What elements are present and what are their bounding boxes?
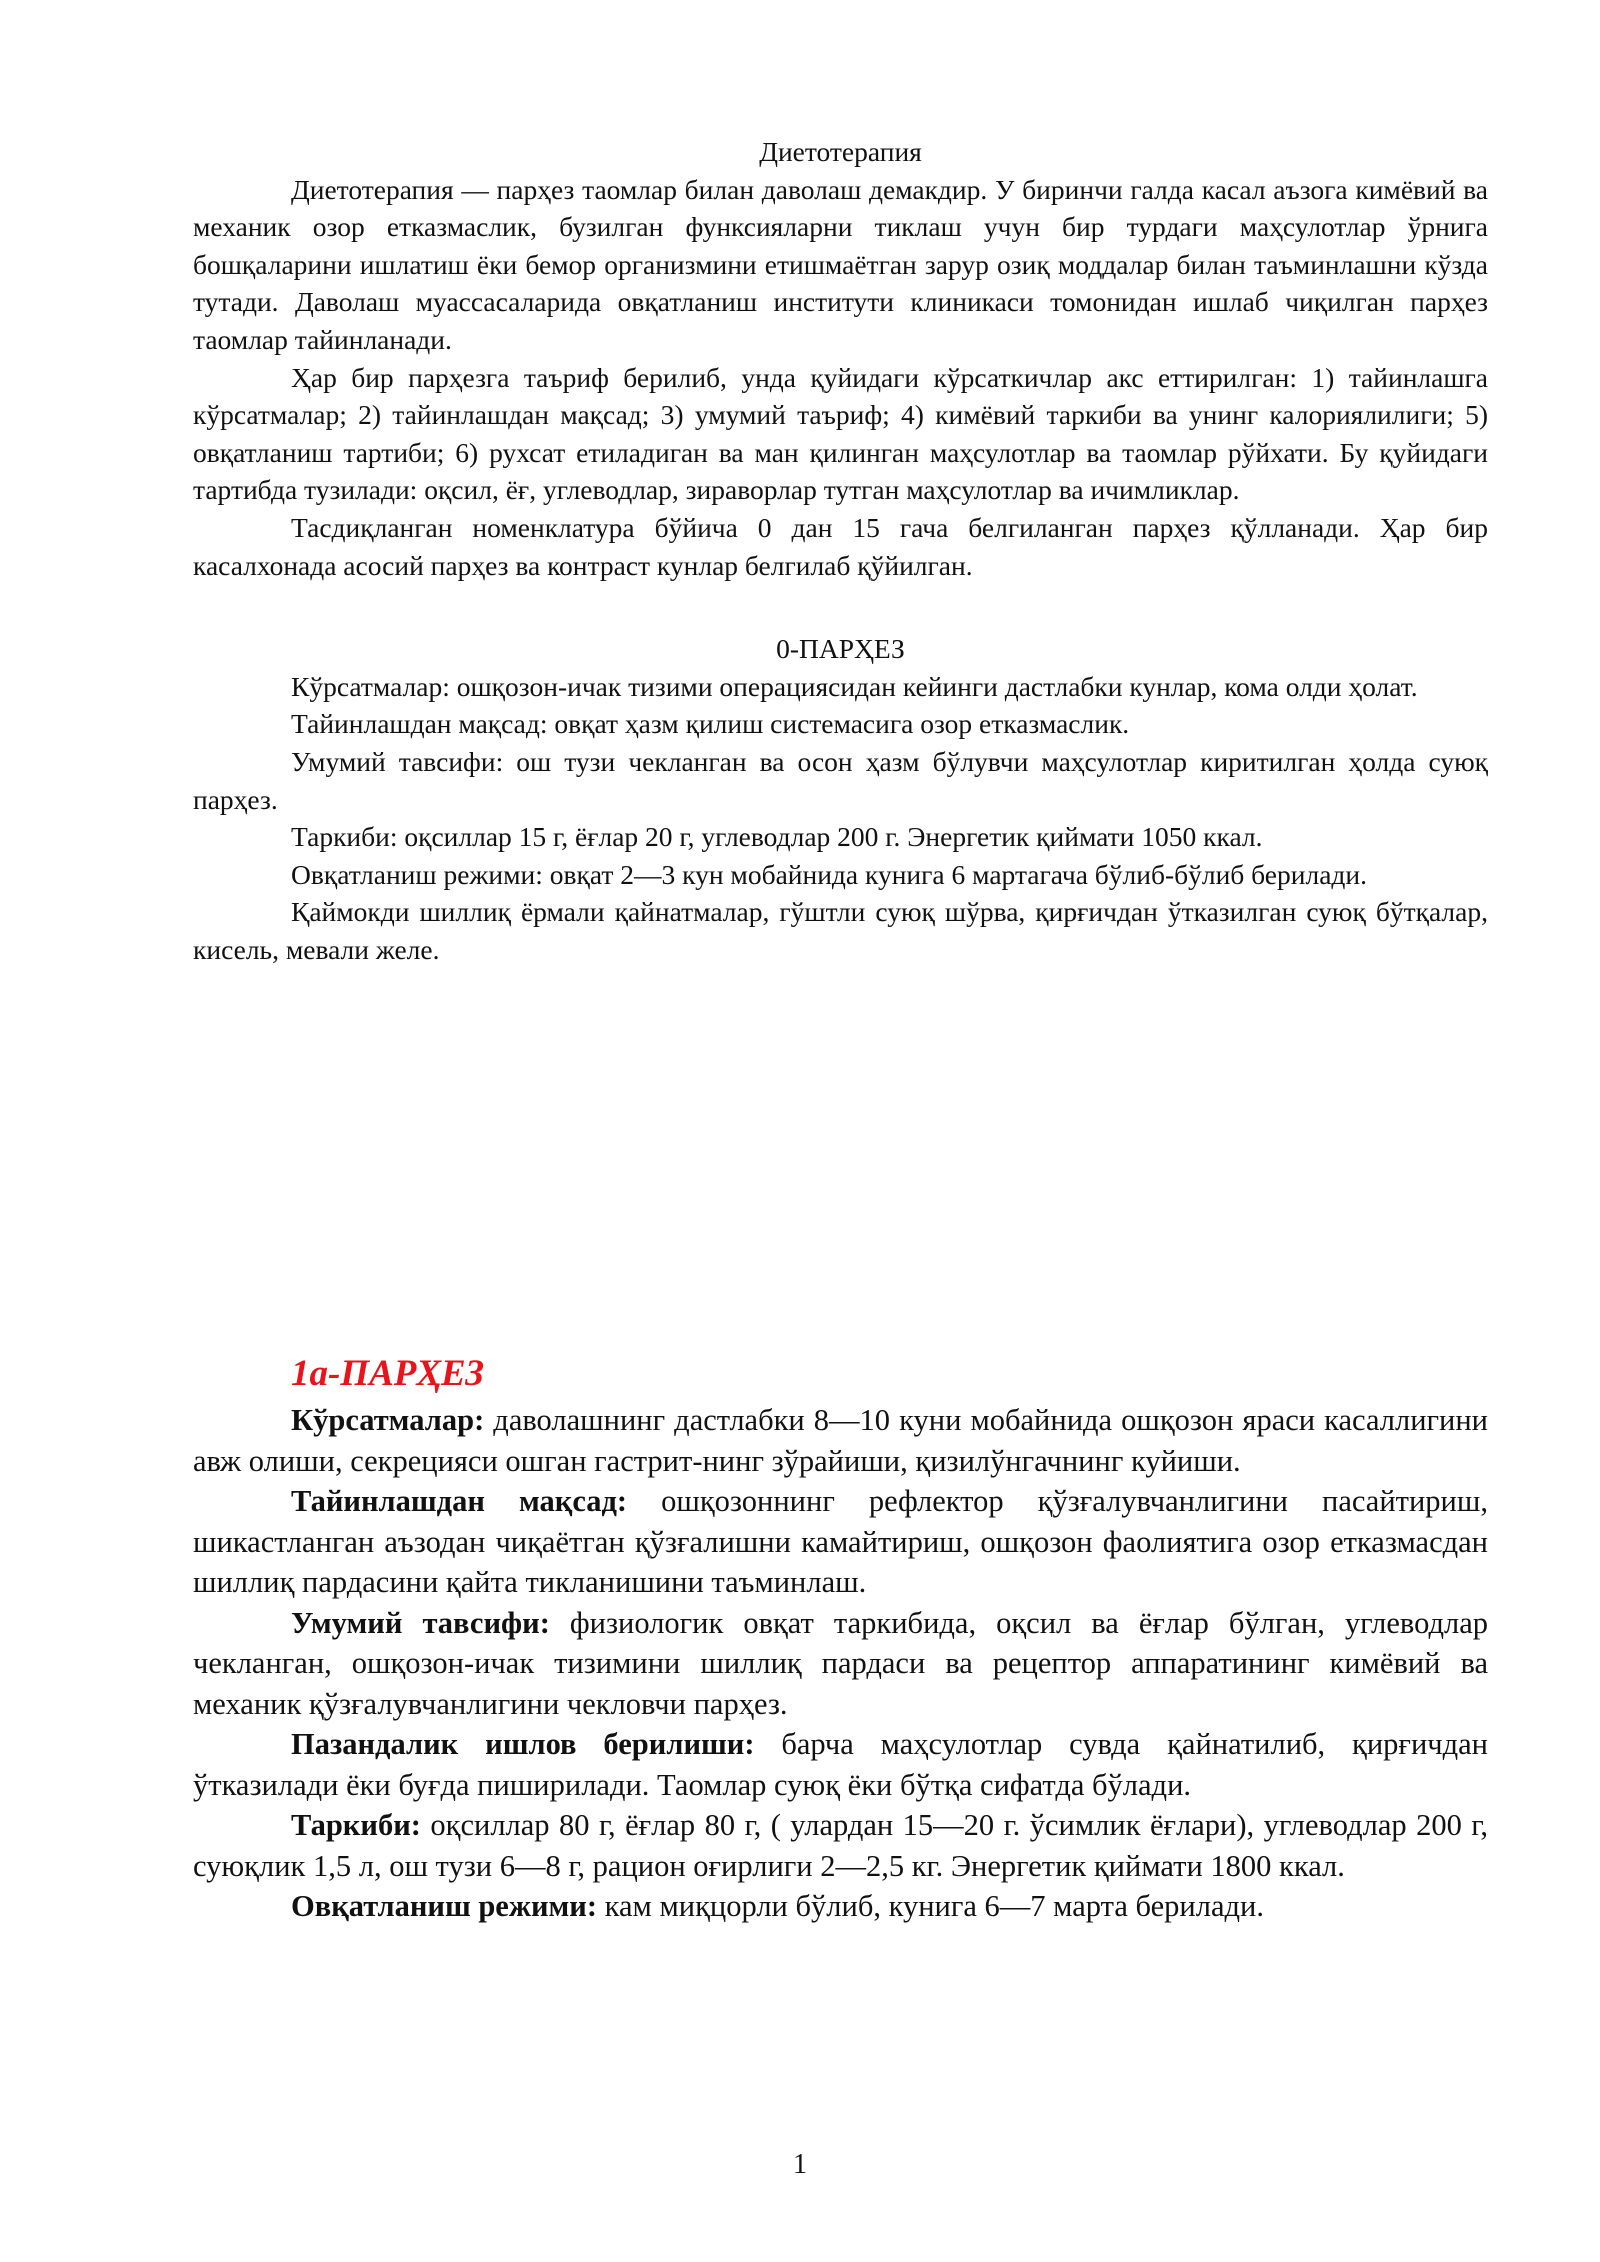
section-title-diet-0: 0-ПАРҲЕЗ (776, 633, 905, 665)
paragraph: Умумий тавсифи: ош тузи чекланган ва осон ҳазм бўлувчи маҳсулотлар киритилган ҳолда суюқ парҳез. (193, 745, 1488, 815)
paragraph: Ҳар бир парҳезга таъриф берилиб, унда қуйидаги кўрсаткичлар акс еттирилган: 1) тайинлашга кўрсатмалар; 2) тайинлашдан мақсад; 3) умумий таъриф; 4) кимёвий таркиби ва унинг калориялилиги; 5) овқатланиш тартиби; 6) рухсат етиладиган ва ман қилинган маҳсулотлар ва таомлар рўйхати. Бу қуйидаги тартибда тузилади: оқсил, ёғ, углеводлар, зираворлар тутган маҳсулотлар ва ичимликлар. (193, 361, 1488, 506)
diet-item (193, 1481, 1488, 1603)
item-label: Таркиби: (291, 1808, 421, 1842)
paragraph: Диетотерапия — парҳез таомлар билан даволаш демакдир. У биринчи галда касал аъзога кимёвий ва механик озор етказмаслик, бузилган функсияларни тиклаш учун бир турдаги маҳсулотлар ўрнига бошқаларини ишлатиш ёки бемор организмини етишмаётган зарур озиқ моддалар билан таъминлашни кўзда тутади. Даволаш муассасаларида овқатланиш институти клиникаси томонидан ишлаб чиқилган парҳез таомлар тайинланади. (193, 173, 1488, 355)
diet-item (193, 1400, 1488, 1481)
intro-section (193, 133, 1488, 968)
section-title-dietotherapy: Диетотерапия (759, 136, 922, 167)
diet-item (193, 1603, 1488, 1725)
item-label: Овқатланиш режими: (291, 1889, 598, 1923)
item-label: Тайинлашдан мақсад: (291, 1484, 628, 1518)
paragraph: Кўрсатмалар: ошқозон-ичак тизими операциясидан кейинги дастлабки кунлар, кома олди ҳолат. (291, 670, 1418, 702)
paragraph: Таркиби: оқсиллар 15 г, ёғлар 20 г, углеводлар 200 г. Энергетик қиймати 1050 ккал. (291, 821, 1263, 853)
diet-item (193, 1805, 1488, 1886)
diet-item (193, 1724, 1488, 1805)
item-text: ошқозоннинг рефлектор қўзғалувчанлигини пасайтириш, шикастланган аъзодан чиқаётган қўзғалишни камайтириш, ошқозон фаолиятига озор етказмасдан шиллиқ пардасини қайта тикланишини таъминлаш. (193, 1484, 1488, 1599)
diet-1a-section (193, 1350, 1488, 1927)
item-label: Умумий тавсифи: (291, 1605, 550, 1640)
paragraph: Қаймокди шиллиқ ёрмали қайнатмалар, гўштли суюқ шўрва, қирғичдан ўтказилган суюқ бўтқалар, кисель, мевали желе. (193, 896, 1488, 965)
diet-item (193, 1886, 1488, 1927)
item-text: барча маҳсулотлар сувда қайнатилиб, қирғичдан ўтказилади ёки буғда пиширилади. Таомлар суюқ ёки бўтқа сифатда бўлади. (193, 1727, 1488, 1802)
paragraph: Тасдиқланган номенклатура бўйича 0 дан 15 гача белгиланган парҳез қўлланади. Ҳар бир касалхонада асосий парҳез ва контраст кунлар белгилаб қўйилган. (193, 511, 1488, 581)
spacer (193, 584, 1488, 630)
page-number: 1 (793, 2149, 807, 2180)
paragraph: Тайинлашдан мақсад: овқат ҳазм қилиш системасига озор етказмаслик. (291, 708, 1130, 740)
item-label: Кўрсатмалар: (291, 1403, 485, 1437)
section-title-diet-1a: 1а-ПАРҲЕЗ (291, 1353, 485, 1394)
item-text: физиологик овқат таркибида, оқсил ва ёғлар бўлган, углеводлар чекланган, ошқозон-ичак тизимини шиллиқ пардаси ва рецептор аппаратининг кимёвий ва механик қўзғалувчанлигини чекловчи парҳез. (193, 1605, 1488, 1721)
item-text: даволашнинг дастлабки 8—10 куни мобайнида ошқозон яраси касаллигини авж олиши, секрецияси ошган гастрит-нинг зўрайиши, қизилўнгачнинг куйиши. (193, 1403, 1488, 1478)
item-label: Пазандалик ишлов берилиши: (291, 1727, 755, 1761)
paragraph: Овқатланиш режими: овқат 2—3 кун мобайнида кунига 6 мартагача бўлиб-бўлиб берилади. (291, 858, 1367, 890)
item-text: оқсиллар 80 г, ёғлар 80 г, ( улардан 15—20 г. ўсимлик ёғлари), углеводлар 200 г, суюқлик 1,5 л, ош тузи 6—8 г, рацион оғирлиги 2—2,5 кг. Энергетик қиймати 1800 ккал. (193, 1808, 1488, 1883)
item-text: кам миқцорли бўлиб, кунига 6—7 марта берилади. (597, 1889, 1264, 1923)
